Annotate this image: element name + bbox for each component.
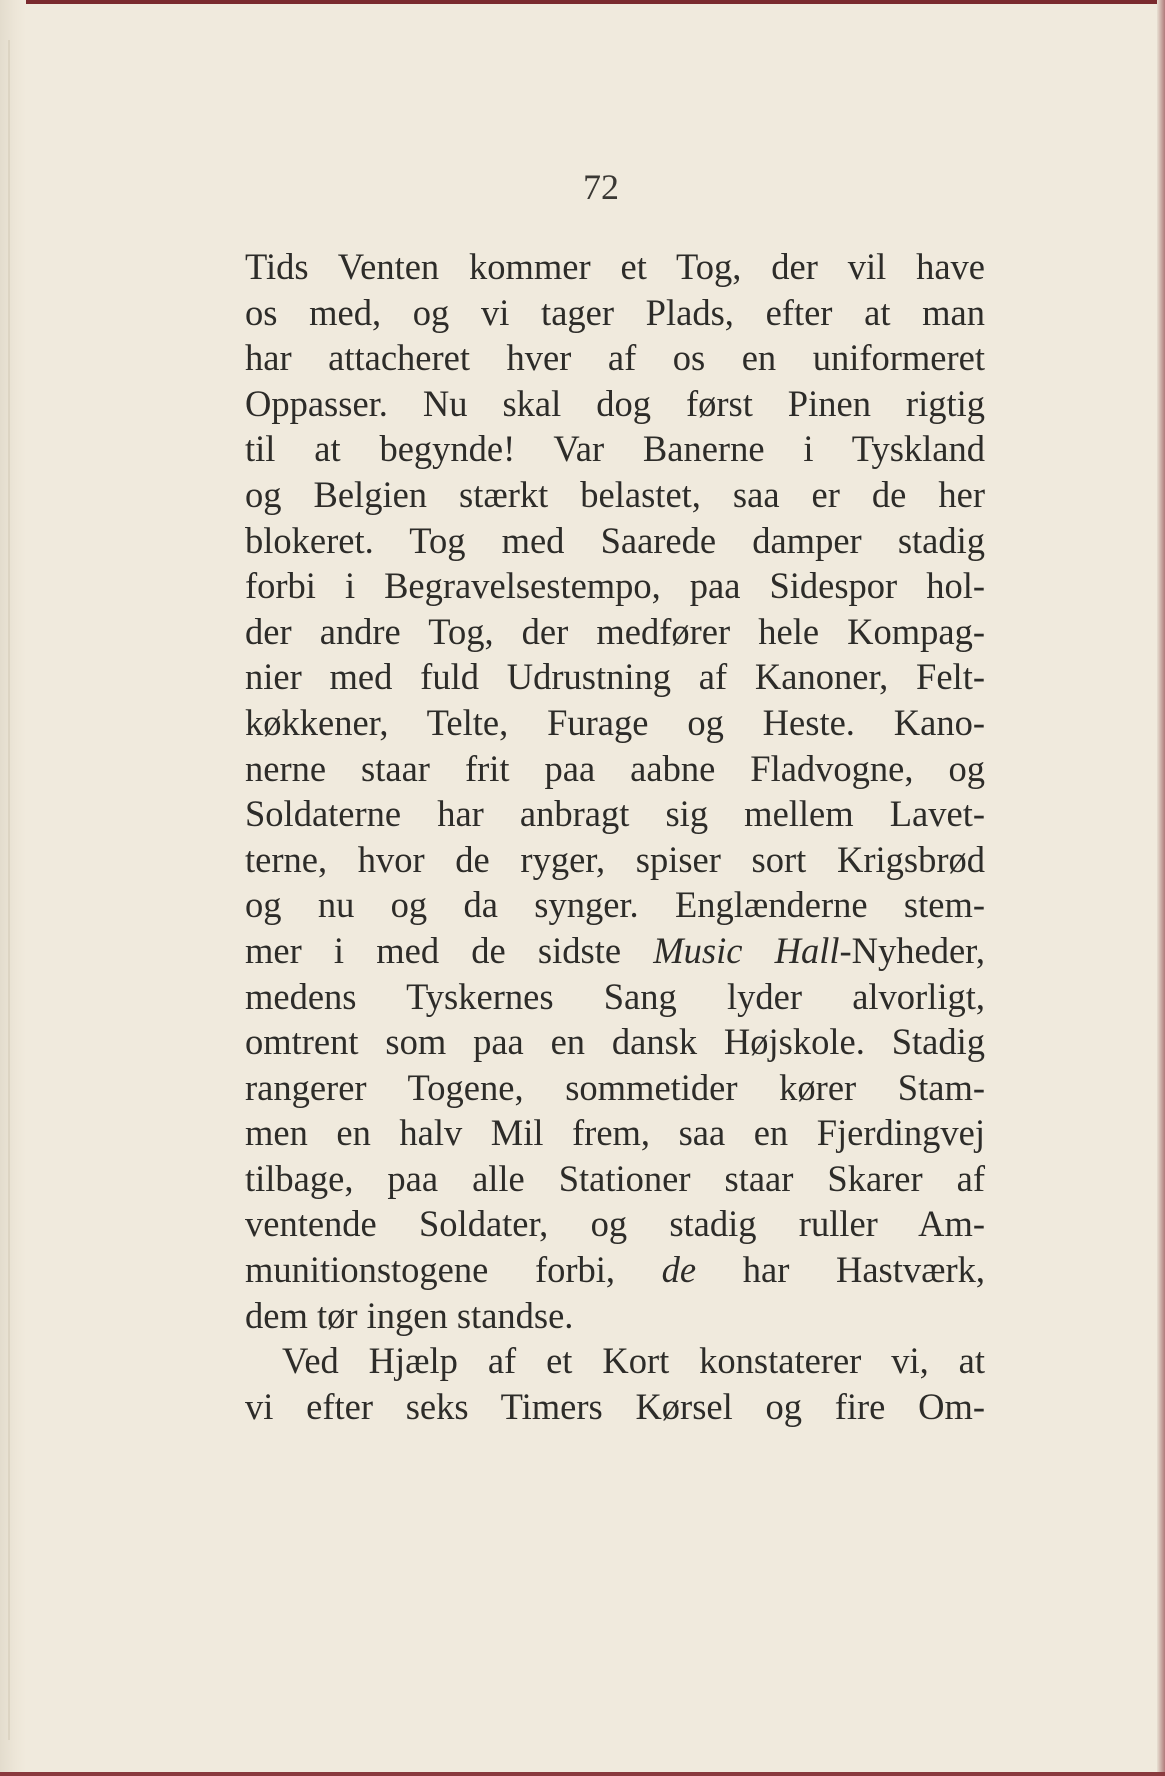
text-line: vi efter seks Timers Kørsel og fire Om-: [245, 1385, 985, 1427]
text-line: og Belgien stærkt belastet, saa er de her: [245, 473, 985, 515]
text-segment: -Nyheder,: [839, 929, 985, 971]
text-line: men en halv Mil frem, saa en Fjerdingvej: [245, 1112, 985, 1154]
text-line: medens Tyskernes Sang lyder alvorligt,: [245, 975, 985, 1017]
text-line: nerne staar frit paa aabne Fladvogne, og: [245, 747, 985, 789]
text-line: blokeret. Tog med Saarede damper stadig: [245, 519, 985, 561]
text-line: terne, hvor de ryger, spiser sort Krigsbrød: [245, 838, 985, 880]
text-line: os med, og vi tager Plads, efter at man: [245, 291, 985, 333]
text-segment: har Hastværk,: [696, 1249, 986, 1291]
text-segment: mer i med de sidste: [245, 929, 654, 971]
page-bottom-edge: [0, 1772, 1165, 1776]
text-line: nier med fuld Udrustning af Kanoner, Felt-: [245, 656, 985, 698]
page-number: 72: [583, 167, 619, 207]
text-line-paragraph-start: Ved Hjælp af et Kort konstaterer vi, at: [282, 1340, 985, 1382]
text-line: tilbage, paa alle Stationer staar Skarer af: [245, 1157, 985, 1199]
text-line: Soldaterne har anbragt sig mellem Lavet-: [245, 793, 985, 835]
text-line: Oppasser. Nu skal dog først Pinen rigtig: [245, 382, 985, 424]
page-right-edge: [1157, 0, 1165, 1776]
gutter-line: [8, 40, 10, 1740]
text-line: køkkener, Telte, Furage og Heste. Kano-: [245, 701, 985, 743]
text-line: der andre Tog, der medfører hele Kompag-: [245, 610, 985, 652]
page-top-edge: [0, 0, 1165, 4]
text-segment: munitionstogene forbi,: [245, 1249, 662, 1291]
italic-music-hall: Music Hall: [653, 929, 840, 971]
text-line-de: [245, 1247, 985, 1293]
text-line: rangerer Togene, sommetider kører Stam-: [245, 1066, 985, 1108]
italic-de: de: [661, 1249, 697, 1291]
text-line: omtrent som paa en dansk Højskole. Stadig: [245, 1021, 985, 1063]
text-line: har attacheret hver af os en uniformeret: [245, 337, 985, 379]
text-line-paragraph-end: dem tør ingen standse.: [245, 1294, 574, 1336]
text-line: Tids Venten kommer et Tog, der vil have: [245, 246, 985, 287]
text-line: og nu og da synger. Englænderne stem-: [245, 884, 985, 926]
page-gutter: [0, 0, 26, 1776]
text-line: til at begynde! Var Banerne i Tyskland: [245, 428, 985, 470]
body-text: [245, 244, 985, 1429]
text-line: forbi i Begravelsestempo, paa Sidespor hol-: [245, 565, 985, 607]
text-line: ventende Soldater, og stadig ruller Am-: [245, 1203, 985, 1245]
text-line-music-hall: [245, 928, 985, 974]
